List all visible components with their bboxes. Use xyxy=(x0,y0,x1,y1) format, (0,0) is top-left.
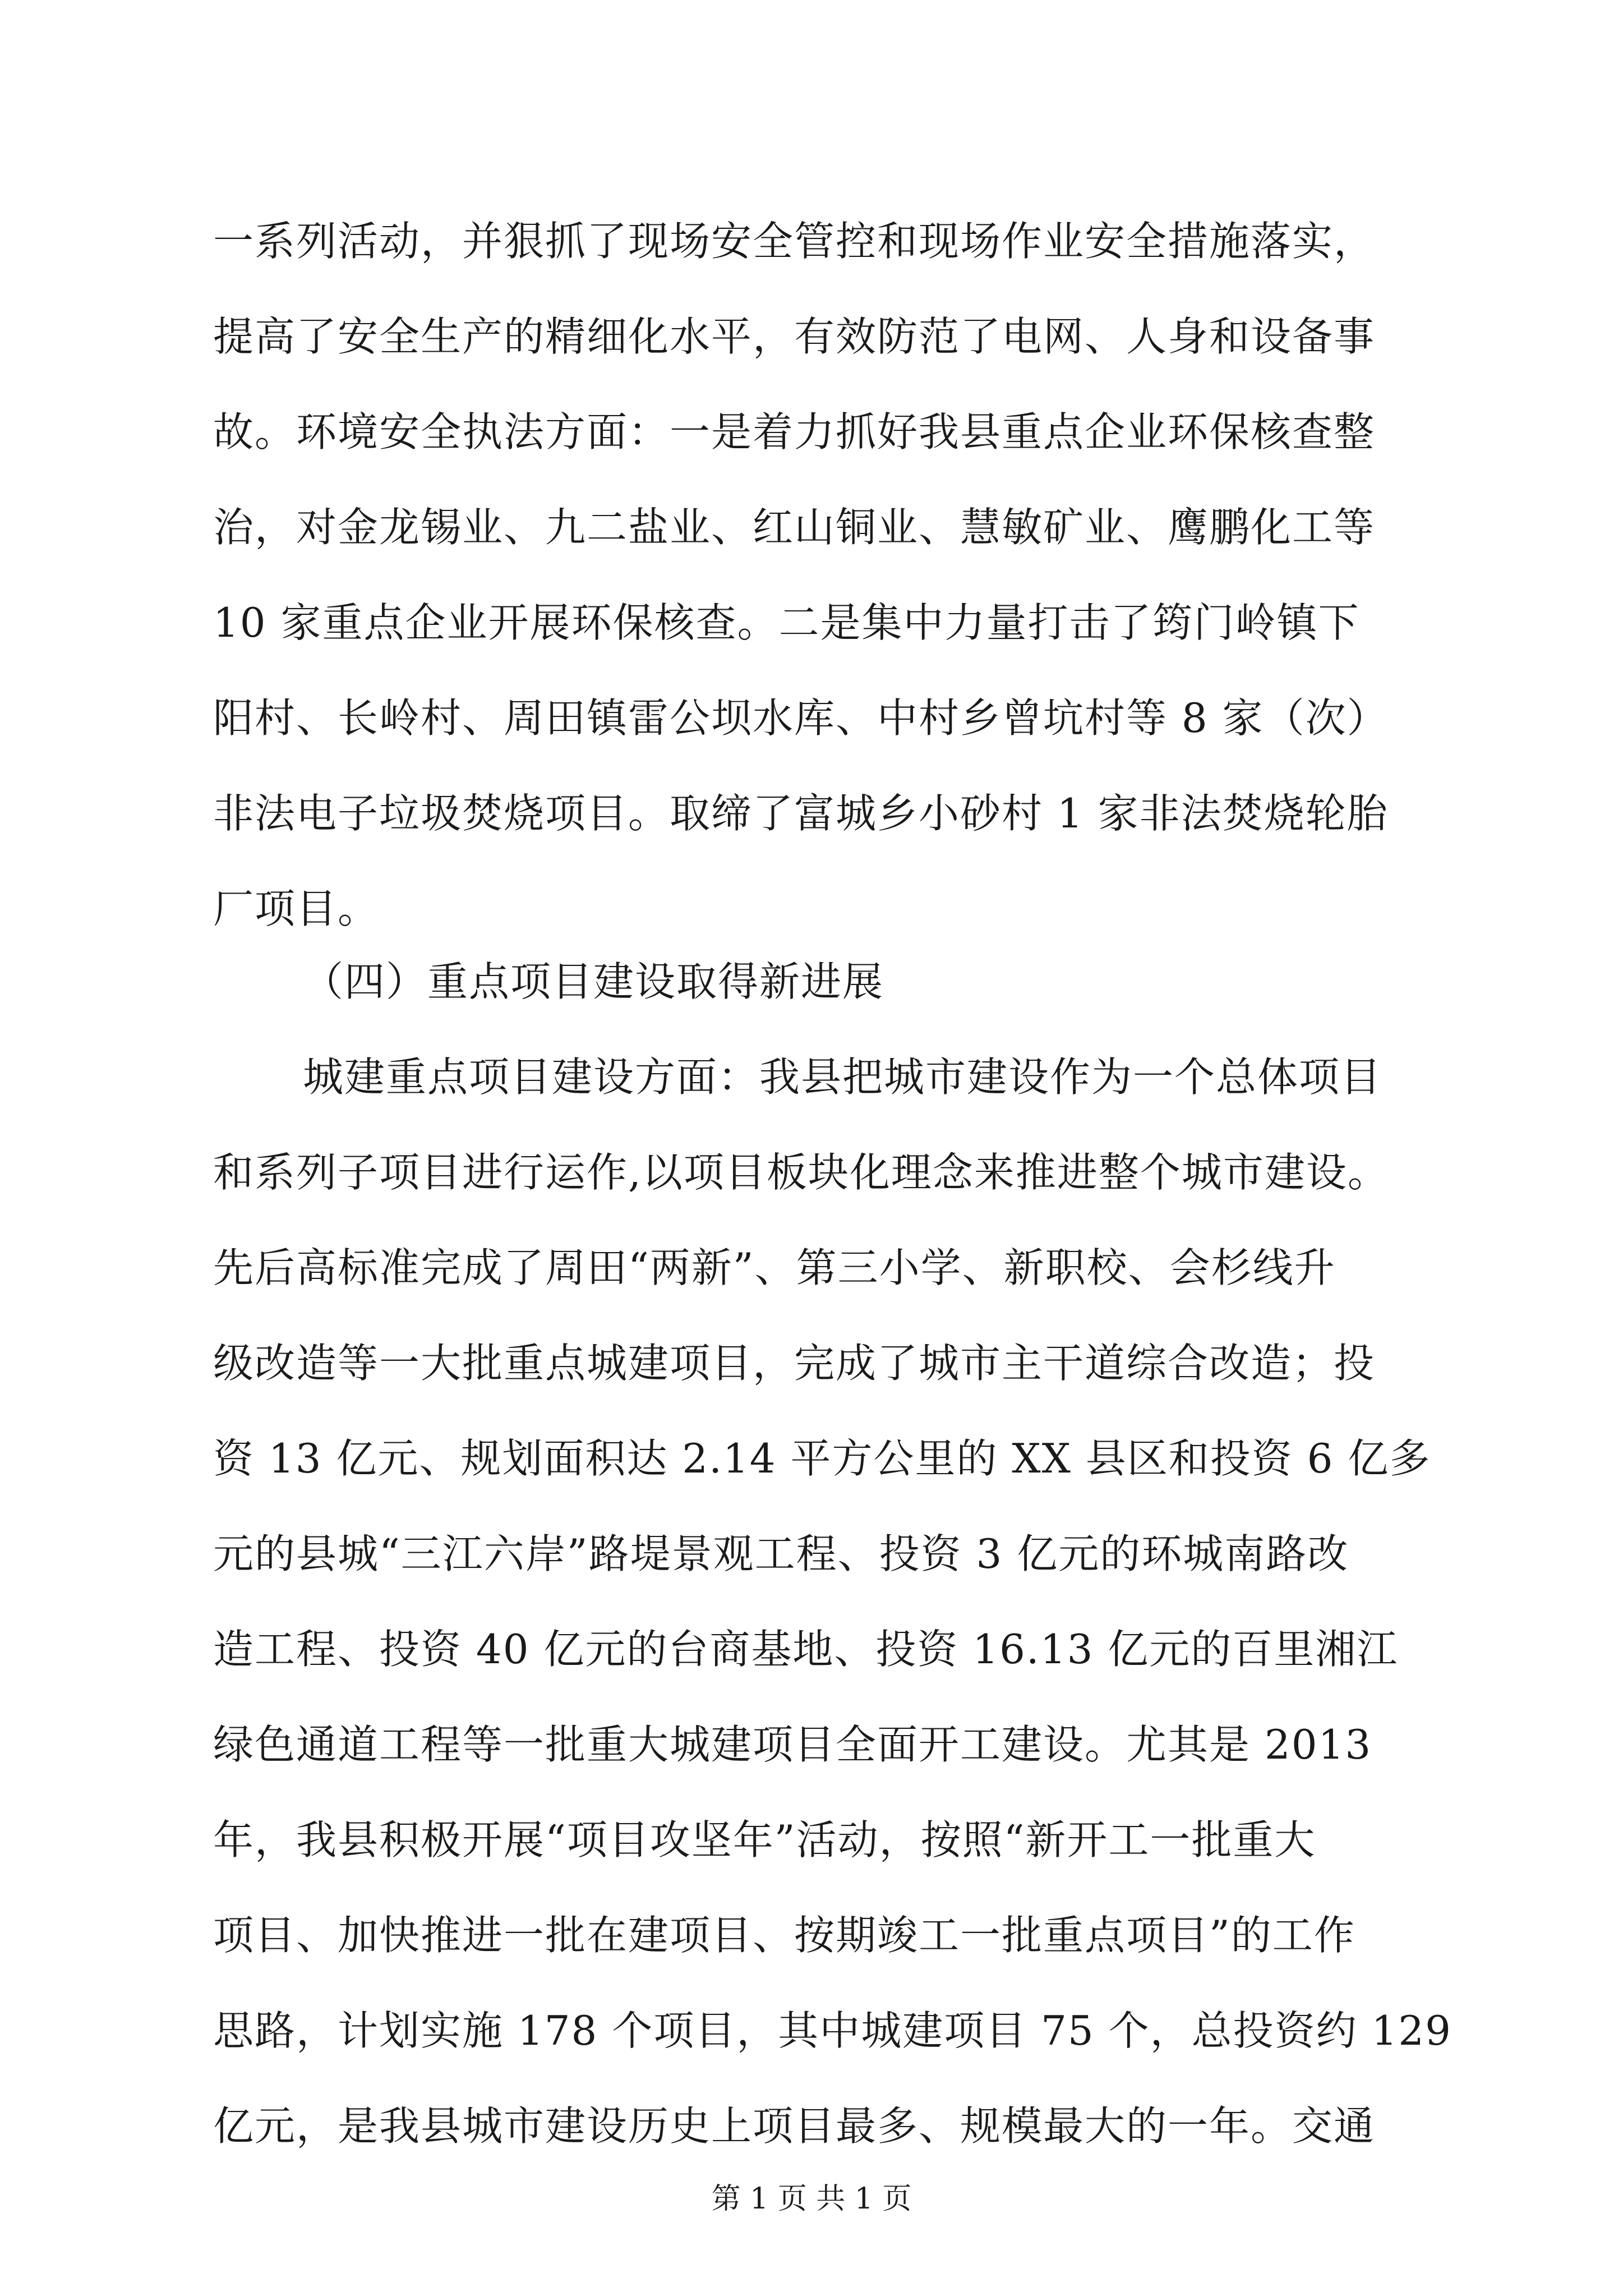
body-text-line: 故。环境安全执法方面：一是着力抓好我县重点企业环保核查整 xyxy=(213,408,1376,455)
body-text-line: 思路，计划实施 178 个项目，其中城建项目 75 个，总投资约 129 xyxy=(213,2007,1452,2054)
page-footer: 第 1 页 共 1 页 xyxy=(711,2182,912,2216)
body-text-line: 元的县城“三江六岸”路堤景观工程、投资 3 亿元的环城南路改 xyxy=(213,1530,1349,1577)
body-text-line: 绿色通道工程等一批重大城建项目全面开工建设。尤其是 2013 xyxy=(213,1721,1372,1768)
body-text-line: 一系列活动，并狠抓了现场安全管控和现场作业安全措施落实， xyxy=(213,218,1376,265)
body-text-line: 厂项目。 xyxy=(213,885,380,932)
body-text-line: 项目、加快推进一批在建项目、按期竣工一批重点项目”的工作 xyxy=(213,1912,1355,1959)
body-text-line: 阳村、长岭村、周田镇雷公坝水库、中村乡曾坑村等 8 家（次） xyxy=(213,694,1389,742)
body-text-line: 亿元，是我县城市建设历史上项目最多、规模最大的一年。交通 xyxy=(213,2102,1376,2150)
body-text-line: 和系列子项目进行运作,以项目板块化理念来推进整个城市建设。 xyxy=(213,1149,1389,1196)
body-text-line: 10 家重点企业开展环保核查。二是集中力量打击了筠门岭镇下 xyxy=(213,599,1360,646)
body-text-line: 治，对金龙锡业、九二盐业、红山铜业、慧敏矿业、鹰鹏化工等 xyxy=(213,504,1376,551)
body-text-line: 非法电子垃圾焚烧项目。取缔了富城乡小砂村 1 家非法焚烧轮胎 xyxy=(213,790,1389,837)
body-text-line: 提高了安全生产的精细化水平，有效防范了电网、人身和设备事 xyxy=(213,313,1376,360)
paragraph-first-line: 城建重点项目建设方面：我县把城市建设作为一个总体项目 xyxy=(303,1053,1382,1101)
body-text-line: 先后高标准完成了周田“两新”、第三小学、新职校、会杉线升 xyxy=(213,1244,1336,1291)
body-text-line: 资 13 亿元、规划面积达 2.14 平方公里的 XX 县区和投资 6 亿多 xyxy=(213,1435,1431,1482)
body-text-line: 级改造等一大批重点城建项目，完成了城市主干道综合改造；投 xyxy=(213,1340,1376,1387)
body-text-line: 年，我县积极开展“项目攻坚年”活动，按照“新开工一批重大 xyxy=(213,1816,1316,1864)
section-heading: （四）重点项目建设取得新进展 xyxy=(303,958,884,1005)
body-text-line: 造工程、投资 40 亿元的台商基地、投资 16.13 亿元的百里湘江 xyxy=(213,1626,1399,1673)
